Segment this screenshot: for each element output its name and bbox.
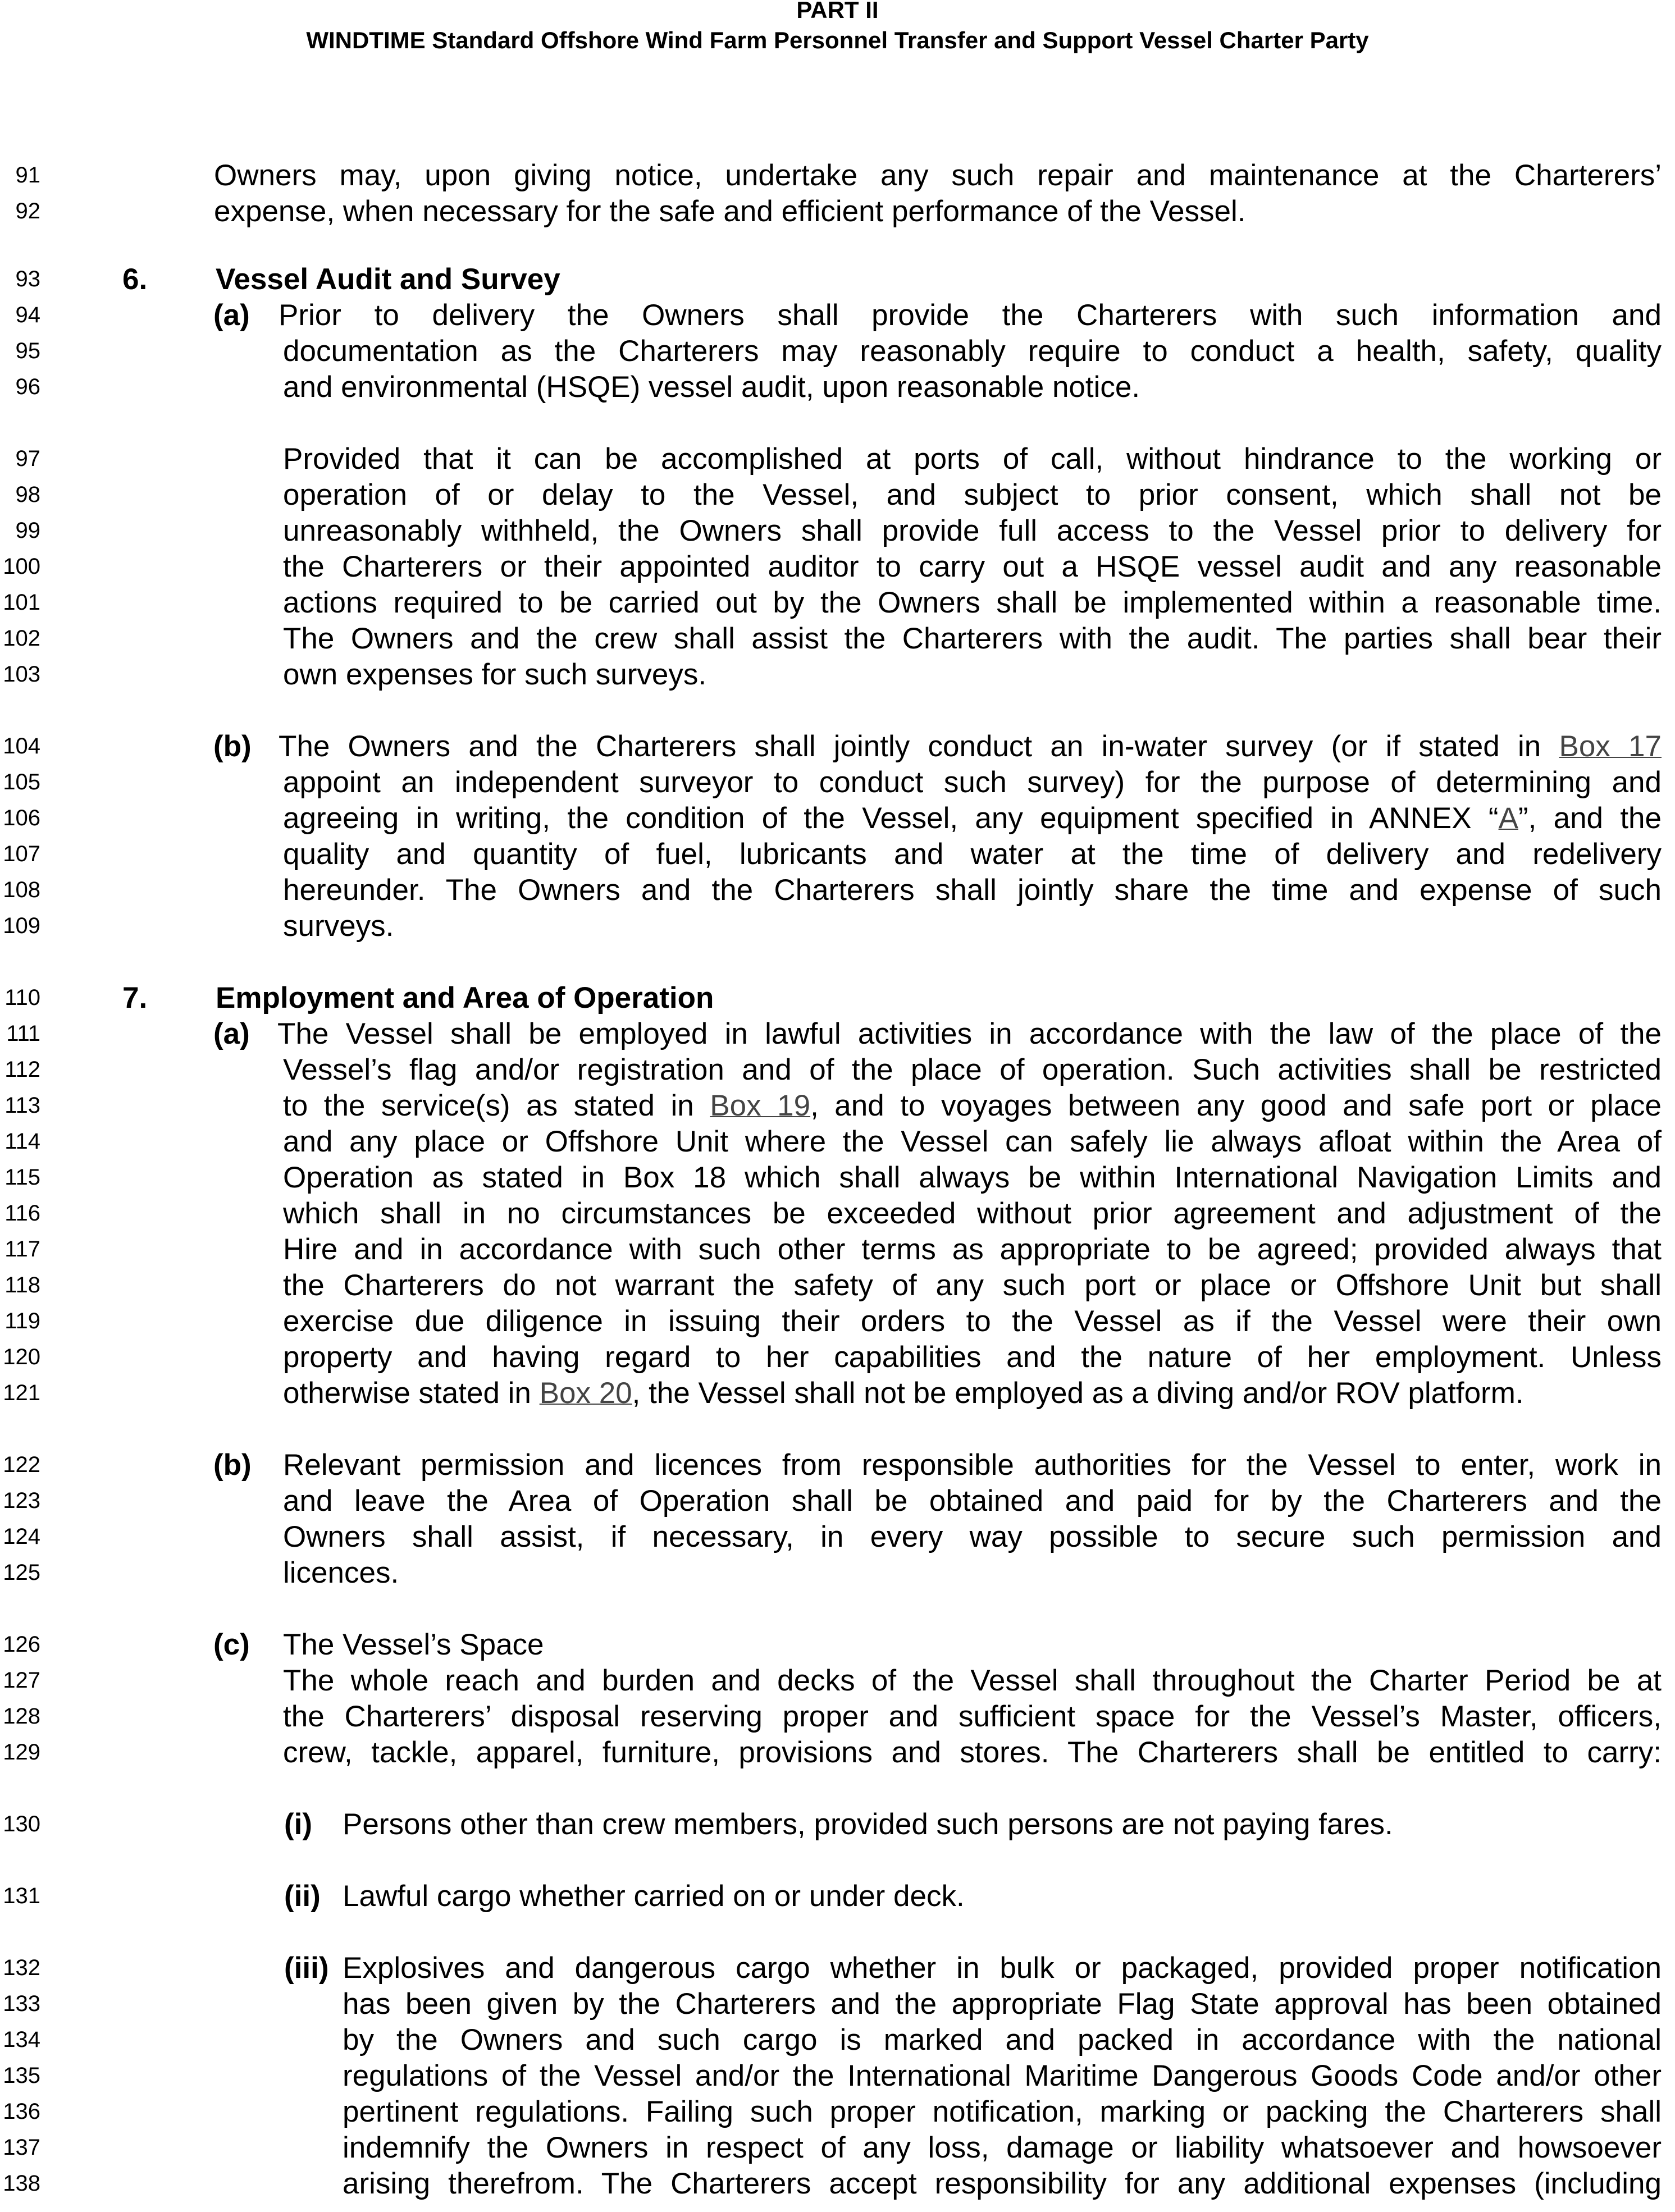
item-label: (ii) bbox=[284, 1880, 321, 1913]
line-text: and leave the Area of Operation shall be obtained and paid for by the Charterers and the bbox=[283, 1484, 1662, 1518]
document-title: WINDTIME Standard Offshore Wind Farm Personnel Transfer and Support Vessel Charter Party bbox=[306, 27, 1369, 53]
line-text: Owners may, upon giving notice, undertake any such repair and maintenance at the Charterers’ bbox=[214, 159, 1662, 192]
line-text: unreasonably withheld, the Owners shall provide full access to the Vessel prior to delivery for bbox=[283, 514, 1662, 547]
line bbox=[0, 2131, 1675, 2167]
line-text-part: otherwise stated in bbox=[283, 1377, 540, 1410]
line-text bbox=[283, 1376, 1662, 1410]
section-heading bbox=[0, 981, 1675, 1017]
line-number: 98 bbox=[15, 482, 40, 507]
line-number: 111 bbox=[6, 1021, 40, 1046]
clause-label: (a) bbox=[213, 1017, 250, 1050]
line-number: 137 bbox=[3, 2135, 40, 2160]
line-text bbox=[283, 801, 1662, 835]
line bbox=[0, 586, 1675, 621]
line bbox=[0, 478, 1675, 514]
line-text: surveys. bbox=[283, 910, 394, 943]
line bbox=[0, 1376, 1675, 1412]
line-text: exercise due diligence in issuing their orders to the Vessel as if the Vessel were their own bbox=[283, 1305, 1662, 1338]
line bbox=[0, 1699, 1675, 1735]
line bbox=[0, 1663, 1675, 1699]
line-number: 99 bbox=[15, 518, 40, 543]
box-20-link[interactable]: Box 20 bbox=[539, 1377, 632, 1410]
line bbox=[0, 514, 1675, 550]
line bbox=[0, 801, 1675, 837]
line bbox=[0, 1268, 1675, 1304]
line-number: 105 bbox=[3, 770, 40, 794]
line bbox=[0, 1807, 1675, 1843]
line bbox=[0, 442, 1675, 478]
line-text bbox=[279, 729, 1662, 764]
line-number: 122 bbox=[3, 1452, 40, 1477]
line bbox=[0, 1304, 1675, 1340]
line-number: 132 bbox=[3, 1955, 40, 1980]
line bbox=[0, 1125, 1675, 1160]
line-text-part: , and to voyages between any good and safe port or place bbox=[810, 1089, 1662, 1122]
line bbox=[0, 1089, 1675, 1125]
line-text: and any place or Offshore Unit where the Vessel can safely lie always afloat within the Area of bbox=[283, 1125, 1662, 1158]
line-text bbox=[283, 1089, 1662, 1123]
line-number: 101 bbox=[3, 590, 40, 615]
line-text: expense, when necessary for the safe and efficient performance of the Vessel. bbox=[214, 195, 1246, 228]
line bbox=[0, 194, 1675, 230]
line-text: the Charterers’ disposal reserving proper and sufficient space for the Vessel’s Master, officers, bbox=[283, 1700, 1662, 1733]
section-heading bbox=[0, 262, 1675, 298]
line bbox=[0, 1556, 1675, 1592]
line-text: appoint an independent surveyor to conduct such survey) for the purpose of determining and bbox=[283, 766, 1662, 799]
line bbox=[0, 1160, 1675, 1196]
line-number: 97 bbox=[15, 446, 40, 471]
line-text: actions required to be carried out by the Owners shall be implemented within a reasonable time. bbox=[283, 586, 1662, 619]
line-text: regulations of the Vessel and/or the International Maritime Dangerous Goods Code and/or other bbox=[343, 2059, 1662, 2092]
line bbox=[0, 657, 1675, 693]
line-text: hereunder. The Owners and the Charterers shall jointly share the time and expense of such bbox=[283, 874, 1662, 907]
line bbox=[0, 298, 1675, 334]
line-number: 104 bbox=[3, 734, 40, 758]
line-number: 120 bbox=[3, 1345, 40, 1369]
item-label: (i) bbox=[284, 1808, 313, 1841]
line-number: 109 bbox=[3, 913, 40, 938]
line-text: The Vessel shall be employed in lawful activities in accordance with the law of the place of the bbox=[277, 1017, 1662, 1050]
line bbox=[0, 765, 1675, 801]
line-text: documentation as the Charterers may reasonably require to conduct a health, safety, quality bbox=[283, 335, 1662, 368]
line-number: 96 bbox=[15, 374, 40, 399]
line-number: 121 bbox=[3, 1381, 40, 1405]
line bbox=[0, 1735, 1675, 1771]
subheading-text: The Vessel’s Space bbox=[283, 1628, 544, 1661]
line bbox=[0, 1053, 1675, 1089]
line-number: 123 bbox=[3, 1488, 40, 1513]
line bbox=[0, 158, 1675, 194]
line-number: 93 bbox=[15, 267, 40, 291]
clause-label: (b) bbox=[213, 1448, 252, 1482]
line-text-part: , the Vessel shall not be employed as a diving and/or ROV platform. bbox=[632, 1377, 1524, 1410]
item-label: (iii) bbox=[284, 1952, 329, 1985]
line-text: indemnify the Owners in respect of any loss, damage or liability whatsoever and howsoever bbox=[343, 2131, 1662, 2164]
line-number: 102 bbox=[3, 626, 40, 651]
line-number: 95 bbox=[15, 339, 40, 363]
line-text: arising therefrom. The Charterers accept responsibility for any additional expenses (including bbox=[343, 2167, 1662, 2200]
line-number: 100 bbox=[3, 554, 40, 579]
box-17-link[interactable]: Box 17 bbox=[1559, 730, 1662, 763]
line-number: 127 bbox=[3, 1668, 40, 1693]
line bbox=[0, 1879, 1675, 1915]
line-number: 118 bbox=[4, 1273, 40, 1297]
clause-label: (a) bbox=[213, 299, 250, 332]
clause-label: (b) bbox=[213, 730, 252, 763]
line-number: 135 bbox=[3, 2063, 40, 2088]
line-text: the Charterers or their appointed auditor to carry out a HSQE vessel audit and any reasonable bbox=[283, 550, 1662, 583]
line-number: 110 bbox=[4, 985, 40, 1010]
line-text: Hire and in accordance with such other terms as appropriate to be agreed; provided always that bbox=[283, 1233, 1662, 1266]
box-19-link[interactable]: Box 19 bbox=[710, 1089, 811, 1122]
line bbox=[0, 370, 1675, 406]
line-number: 91 bbox=[15, 163, 40, 188]
line-number: 129 bbox=[3, 1740, 40, 1765]
line-number: 136 bbox=[3, 2099, 40, 2124]
line-text: Operation as stated in Box 18 which shall always be within International Navigation Limits and bbox=[283, 1161, 1662, 1194]
clause-label: (c) bbox=[213, 1628, 250, 1661]
line-number: 133 bbox=[3, 1991, 40, 2016]
line-number: 134 bbox=[3, 2027, 40, 2052]
line bbox=[0, 1951, 1675, 1987]
line bbox=[0, 1520, 1675, 1556]
line-number: 116 bbox=[4, 1201, 40, 1226]
line bbox=[0, 1987, 1675, 2023]
line-text: and environmental (HSQE) vessel audit, upon reasonable notice. bbox=[283, 371, 1140, 404]
line-number: 107 bbox=[3, 842, 40, 866]
section-title: Employment and Area of Operation bbox=[216, 981, 714, 1014]
line-number: 125 bbox=[3, 1560, 40, 1585]
line-text: Lawful cargo whether carried on or under deck. bbox=[343, 1880, 965, 1913]
line-number: 126 bbox=[3, 1632, 40, 1657]
line-text: Explosives and dangerous cargo whether in bulk or packaged, provided proper notification bbox=[343, 1952, 1662, 1985]
line bbox=[0, 729, 1675, 765]
line bbox=[0, 2095, 1675, 2131]
line-number: 114 bbox=[4, 1129, 40, 1154]
line-number: 94 bbox=[15, 303, 40, 327]
annex-a-link[interactable]: A bbox=[1498, 802, 1518, 835]
line-text-part: ”, and the bbox=[1518, 802, 1662, 835]
line-text: Vessel’s flag and/or registration and of the place of operation. Such activities shall be restricted bbox=[283, 1053, 1662, 1086]
line-number: 103 bbox=[3, 662, 40, 687]
line bbox=[0, 837, 1675, 873]
line-text: The Owners and the crew shall assist the Charterers with the audit. The parties shall bear their bbox=[283, 622, 1662, 655]
line-text: Relevant permission and licences from responsible authorities for the Vessel to enter, work in bbox=[283, 1448, 1662, 1482]
section-number: 7. bbox=[122, 981, 148, 1014]
line bbox=[0, 1232, 1675, 1268]
section-title: Vessel Audit and Survey bbox=[216, 263, 560, 296]
line-text: Prior to delivery the Owners shall provide the Charterers with such information and bbox=[279, 299, 1662, 332]
line-number: 115 bbox=[4, 1165, 40, 1190]
line bbox=[0, 2059, 1675, 2095]
line-number: 117 bbox=[4, 1237, 40, 1262]
part-heading: PART II bbox=[796, 0, 879, 23]
line-number: 130 bbox=[3, 1812, 40, 1836]
line-text: licences. bbox=[283, 1556, 399, 1589]
line-text: quality and quantity of fuel, lubricants and water at the time of delivery and redelivery bbox=[283, 838, 1662, 871]
line-text: property and having regard to her capabilities and the nature of her employment. Unless bbox=[283, 1341, 1662, 1374]
line-text: pertinent regulations. Failing such proper notification, marking or packing the Charterers shall bbox=[343, 2095, 1662, 2128]
line-text: crew, tackle, apparel, furniture, provisions and stores. The Charterers shall be entitled to carry: bbox=[283, 1736, 1662, 1769]
line-number: 128 bbox=[3, 1704, 40, 1729]
line bbox=[0, 909, 1675, 945]
line-text: the Charterers do not warrant the safety of any such port or place or Offshore Unit but shall bbox=[283, 1269, 1662, 1302]
line-number: 112 bbox=[4, 1057, 40, 1082]
line-number: 113 bbox=[4, 1093, 40, 1118]
line bbox=[0, 550, 1675, 586]
line bbox=[0, 2023, 1675, 2059]
line bbox=[0, 1340, 1675, 1376]
line bbox=[0, 1628, 1675, 1663]
line-text: which shall in no circumstances be exceeded without prior agreement and adjustment of the bbox=[283, 1197, 1662, 1230]
line-text: has been given by the Charterers and the appropriate Flag State approval has been obtained bbox=[343, 1987, 1662, 2021]
line-number: 119 bbox=[4, 1309, 40, 1333]
line-text: own expenses for such surveys. bbox=[283, 658, 707, 691]
line-text-part: agreeing in writing, the condition of the Vessel, any equipment specified in ANNEX “ bbox=[283, 802, 1499, 835]
line bbox=[0, 1484, 1675, 1520]
line-text-part: The Owners and the Charterers shall jointly conduct an in-water survey (or if stated in bbox=[279, 730, 1559, 763]
line-number: 108 bbox=[3, 878, 40, 902]
line-text: Provided that it can be accomplished at ports of call, without hindrance to the working or bbox=[283, 442, 1662, 476]
line-text-part: to the service(s) as stated in bbox=[283, 1089, 710, 1122]
line bbox=[0, 2167, 1675, 2202]
line bbox=[0, 1448, 1675, 1484]
line-number: 106 bbox=[3, 806, 40, 830]
line-number: 124 bbox=[3, 1524, 40, 1549]
line bbox=[0, 1196, 1675, 1232]
line-number: 92 bbox=[15, 199, 40, 223]
line-number: 138 bbox=[3, 2171, 40, 2196]
line-text: The whole reach and burden and decks of the Vessel shall throughout the Charter Period be at bbox=[283, 1664, 1662, 1697]
line bbox=[0, 334, 1675, 370]
line bbox=[0, 621, 1675, 657]
line-text: Persons other than crew members, provided such persons are not paying fares. bbox=[343, 1808, 1393, 1841]
line-number: 131 bbox=[3, 1884, 40, 1908]
section-number: 6. bbox=[122, 263, 148, 296]
line bbox=[0, 1017, 1675, 1053]
line-text: by the Owners and such cargo is marked and packed in accordance with the national bbox=[343, 2023, 1662, 2056]
line bbox=[0, 873, 1675, 909]
line-text: operation of or delay to the Vessel, and subject to prior consent, which shall not be bbox=[283, 478, 1662, 511]
line-text: Owners shall assist, if necessary, in every way possible to secure such permission and bbox=[283, 1520, 1662, 1553]
